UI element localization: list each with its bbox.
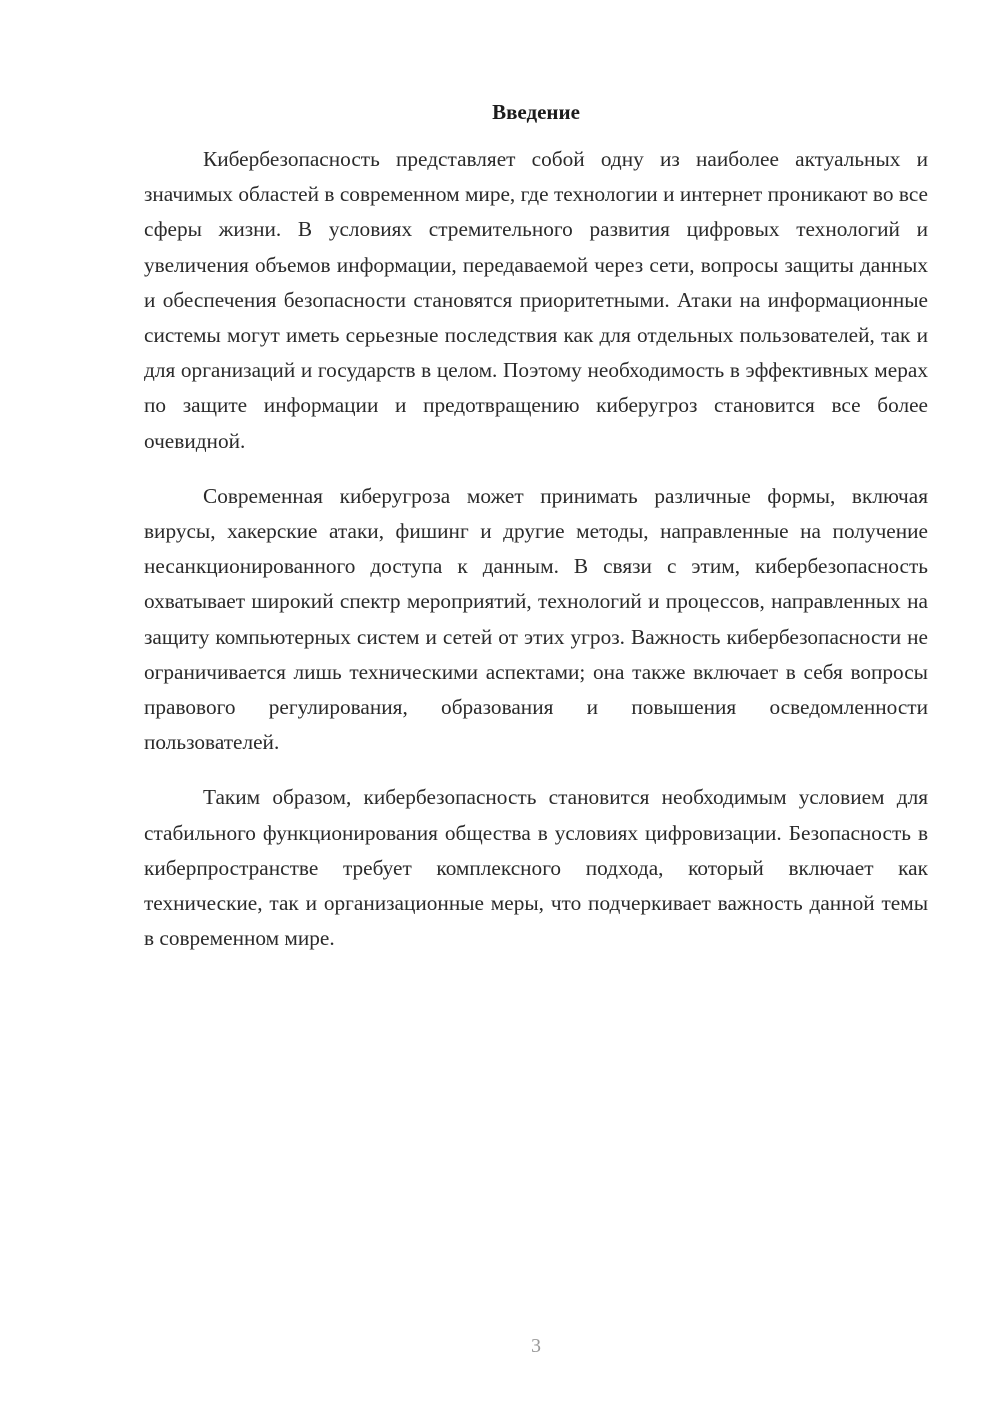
page-number: 3 (531, 1335, 541, 1357)
body-text (144, 142, 928, 976)
paragraph-1: Кибербезопасность представляет собой одну из наиболее актуальных и значимых областей в современном мире, где технологии и интернет проникают во все сферы жизни. В условиях стремительного развития цифровых технологий и увеличения объемов информации, передаваемой через сети, вопросы защиты данных и обеспечения безопасности становятся приоритетными. Атаки на информационные системы могут иметь серьезные последствия как для отдельных пользователей, так и для организаций и государств в целом. Поэтому необходимость в эффективных мерах по защите информации и предотвращению киберугроз становится все более очевидной. (144, 147, 928, 453)
paragraph-3: Таким образом, кибербезопасность становится необходимым условием для стабильного функционирования общества в условиях цифровизации. Безопасность в киберпространстве требует комплексного подхода, который включает как технические, так и организационные меры, что подчеркивает важность данной темы в современном мире. (144, 785, 928, 951)
section-heading: Введение (492, 100, 580, 124)
paragraph-2: Современная киберугроза может принимать различные формы, включая вирусы, хакерские атаки, фишинг и другие методы, направленные на получение несанкционированного доступа к данным. В связи с этим, кибербезопасность охватывает широкий спектр мероприятий, технологий и процессов, направленных на защиту компьютерных систем и сетей от этих угроз. Важность кибербезопасности не ограничивается лишь техническими аспектами; она также включает в себя вопросы правового регулирования, образования и повышения осведомленности пользователей. (144, 483, 928, 755)
